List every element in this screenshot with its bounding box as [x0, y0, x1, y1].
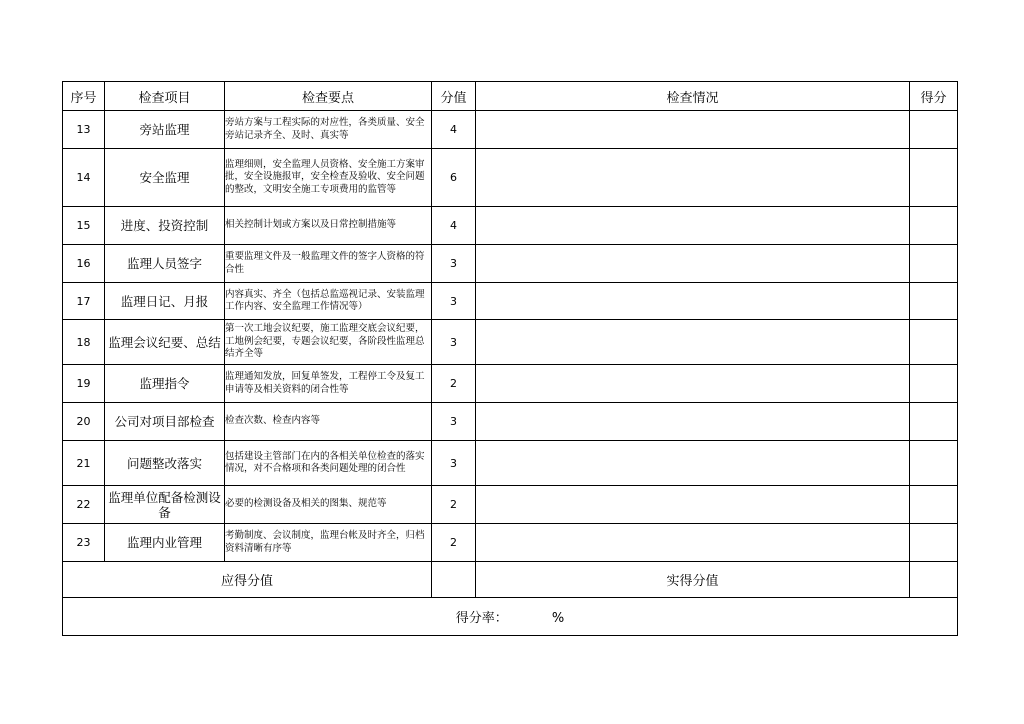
table-row [63, 320, 958, 365]
row-points: 必要的检测设备及相关的图集、规范等 [225, 486, 432, 524]
table-row [63, 524, 958, 562]
row-score: 3 [432, 245, 476, 283]
row-points: 包括建设主管部门在内的各相关单位检查的落实情况，对不合格项和各类问题处理的闭合性 [225, 441, 432, 486]
row-points: 检查次数、检查内容等 [225, 403, 432, 441]
actual-score-label: 实得分值 [476, 562, 910, 598]
table-row [63, 207, 958, 245]
row-points: 监理通知发放，回复单签发，工程停工令及复工申请等及相关资料的闭合性等 [225, 365, 432, 403]
row-situation-cell[interactable] [476, 403, 910, 441]
row-situation-cell[interactable] [476, 207, 910, 245]
row-score: 3 [432, 283, 476, 320]
row-situation-cell[interactable] [476, 283, 910, 320]
header-score: 分值 [432, 82, 476, 111]
row-points: 内容真实、齐全（包括总监巡视记录、安装监理工作内容、安全监理工作情况等） [225, 283, 432, 320]
row-situation-cell[interactable] [476, 245, 910, 283]
row-item: 公司对项目部检查 [105, 403, 225, 441]
total-row [63, 562, 958, 598]
table-row [63, 441, 958, 486]
table-row [63, 403, 958, 441]
row-points: 相关控制计划或方案以及日常控制措施等 [225, 207, 432, 245]
row-item: 监理会议纪要、总结 [105, 320, 225, 365]
row-score: 3 [432, 403, 476, 441]
row-points: 旁站方案与工程实际的对应性，各类质量、安全旁站记录齐全、及时、真实等 [225, 111, 432, 149]
row-got-cell[interactable] [910, 149, 958, 207]
row-item: 安全监理 [105, 149, 225, 207]
row-situation-cell[interactable] [476, 320, 910, 365]
should-score-value-cell[interactable] [432, 562, 476, 598]
row-seq: 15 [63, 207, 105, 245]
inspection-score-table [62, 81, 958, 636]
row-score: 3 [432, 320, 476, 365]
row-points: 第一次工地会议纪要，施工监理交底会议纪要，工地例会纪要，专题会议纪要，各阶段性监理总结齐全等 [225, 320, 432, 365]
row-score: 6 [432, 149, 476, 207]
header-item: 检查项目 [105, 82, 225, 111]
row-seq: 14 [63, 149, 105, 207]
table-row [63, 245, 958, 283]
row-seq: 13 [63, 111, 105, 149]
row-seq: 21 [63, 441, 105, 486]
header-situation: 检查情况 [476, 82, 910, 111]
table-row [63, 365, 958, 403]
row-got-cell[interactable] [910, 320, 958, 365]
actual-score-value-cell[interactable] [910, 562, 958, 598]
row-got-cell[interactable] [910, 207, 958, 245]
row-item: 监理单位配备检测设备 [105, 486, 225, 524]
row-situation-cell[interactable] [476, 149, 910, 207]
row-score: 2 [432, 486, 476, 524]
row-item: 旁站监理 [105, 111, 225, 149]
header-seq: 序号 [63, 82, 105, 111]
row-item: 监理人员签字 [105, 245, 225, 283]
row-score: 4 [432, 207, 476, 245]
score-rate-cell[interactable] [63, 598, 958, 636]
row-got-cell[interactable] [910, 441, 958, 486]
score-rate-label: 得分率： [455, 611, 508, 626]
table-row [63, 283, 958, 320]
row-got-cell[interactable] [910, 365, 958, 403]
row-got-cell[interactable] [910, 245, 958, 283]
row-got-cell[interactable] [910, 486, 958, 524]
rate-row [63, 598, 958, 636]
table-row [63, 111, 958, 149]
row-seq: 19 [63, 365, 105, 403]
row-seq: 18 [63, 320, 105, 365]
should-score-label: 应得分值 [63, 562, 432, 598]
row-score: 2 [432, 365, 476, 403]
row-situation-cell[interactable] [476, 524, 910, 562]
row-situation-cell[interactable] [476, 486, 910, 524]
row-points: 考勤制度、会议制度，监理台帐及时齐全，归档资料清晰有序等 [225, 524, 432, 562]
row-points: 监理细则，安全监理人员资格、安全施工方案审批，安全设施报审，安全检查及验收、安全问题的整改，文明安全施工专项费用的监管等 [225, 149, 432, 207]
row-item: 监理日记、月报 [105, 283, 225, 320]
row-seq: 23 [63, 524, 105, 562]
row-score: 4 [432, 111, 476, 149]
header-points: 检查要点 [225, 82, 432, 111]
row-seq: 17 [63, 283, 105, 320]
row-got-cell[interactable] [910, 524, 958, 562]
row-score: 3 [432, 441, 476, 486]
row-points: 重要监理文件及一般监理文件的签字人资格的符合性 [225, 245, 432, 283]
score-rate-unit: % [551, 611, 565, 626]
header-row [63, 82, 958, 111]
row-score: 2 [432, 524, 476, 562]
row-got-cell[interactable] [910, 403, 958, 441]
row-item: 进度、投资控制 [105, 207, 225, 245]
row-seq: 22 [63, 486, 105, 524]
row-situation-cell[interactable] [476, 365, 910, 403]
row-seq: 16 [63, 245, 105, 283]
table-row [63, 486, 958, 524]
row-got-cell[interactable] [910, 111, 958, 149]
row-situation-cell[interactable] [476, 441, 910, 486]
row-got-cell[interactable] [910, 283, 958, 320]
row-seq: 20 [63, 403, 105, 441]
row-item: 问题整改落实 [105, 441, 225, 486]
row-situation-cell[interactable] [476, 111, 910, 149]
table-row [63, 149, 958, 207]
row-item: 监理指令 [105, 365, 225, 403]
header-got: 得分 [910, 82, 958, 111]
row-item: 监理内业管理 [105, 524, 225, 562]
